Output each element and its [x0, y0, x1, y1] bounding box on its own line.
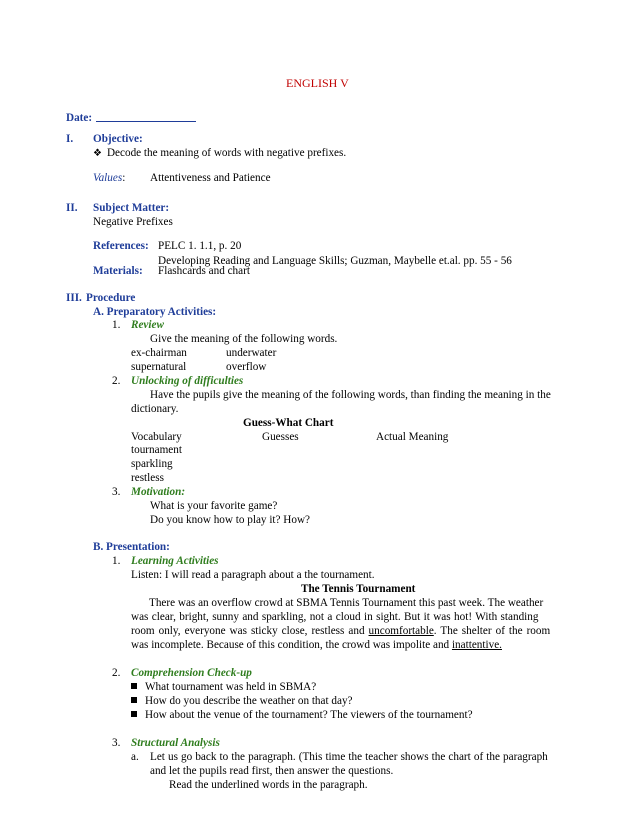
underlined-word: uncomfortable	[368, 625, 434, 637]
structural-title: Structural Analysis	[131, 737, 220, 749]
motivation-question-2: Do you know how to play it? How?	[150, 514, 311, 526]
motivation-number: 3.	[112, 486, 121, 498]
values-text: Attentiveness and Patience	[150, 172, 271, 184]
review-instruction: Give the meaning of the following words.	[150, 333, 338, 345]
motivation-question-1: What is your favorite game?	[150, 500, 278, 512]
story-line-4-start: was incomplete. Because of this condition, the crowd was impolite and	[131, 639, 452, 651]
chart-word: tournament	[131, 444, 182, 456]
comprehension-number: 2.	[112, 667, 121, 679]
review-word: ex-chairman	[131, 347, 187, 359]
materials-label: Materials:	[93, 265, 143, 277]
presentation-heading: B. Presentation:	[93, 541, 170, 553]
structural-line-1: Let us go back to the paragraph. (This time the teacher shows the chart of the paragraph	[150, 751, 548, 763]
square-bullet-icon	[131, 683, 137, 689]
comprehension-question-1	[131, 680, 316, 694]
square-bullet-icon	[131, 697, 137, 703]
review-word: overflow	[226, 361, 267, 373]
references-label: References:	[93, 240, 149, 252]
motivation-title: Motivation:	[131, 486, 186, 498]
story-line-4	[131, 638, 502, 652]
underlined-word: inattentive.	[451, 639, 502, 651]
learning-title: Learning Activities	[131, 555, 219, 567]
structural-line-3: Read the underlined words in the paragraph.	[169, 779, 368, 791]
date-blank-line	[96, 111, 196, 122]
comprehension-question-3	[131, 708, 473, 722]
square-bullet-icon	[131, 711, 137, 717]
subject-topic: Negative Prefixes	[93, 216, 173, 228]
reference-2: Developing Reading and Language Skills; Guzman, Maybelle et.al. pp. 55 - 56	[158, 255, 512, 267]
values-line	[93, 171, 125, 185]
review-title: Review	[131, 319, 164, 331]
chart-title: Guess-What Chart	[243, 417, 334, 429]
subject-number: II.	[66, 202, 78, 214]
comprehension-title: Comprehension Check-up	[131, 667, 252, 679]
chart-column-vocabulary: Vocabulary	[131, 431, 182, 443]
chart-column-guesses: Guesses	[262, 431, 299, 443]
review-word: underwater	[226, 347, 277, 359]
story-title: The Tennis Tournament	[301, 583, 416, 595]
preparatory-heading: A. Preparatory Activities:	[93, 306, 217, 318]
objective-heading: Objective:	[93, 133, 143, 145]
objective-bullet	[93, 146, 346, 161]
question-text: How do you describe the weather on that day?	[145, 695, 353, 707]
procedure-heading: Procedure	[86, 292, 136, 304]
question-text: How about the venue of the tournament? The viewers of the tournament?	[145, 709, 473, 721]
chart-word: sparkling	[131, 458, 173, 470]
comprehension-question-2	[131, 694, 353, 708]
review-word: supernatural	[131, 361, 187, 373]
date-label-text: Date:	[66, 112, 93, 124]
question-text: What tournament was held in SBMA?	[145, 681, 317, 693]
listen-line: Listen: I will read a paragraph about a the tournament.	[131, 569, 375, 581]
story-line-1: There was an overflow crowd at SBMA Tennis Tournament this past week. The weather	[149, 597, 544, 609]
chart-column-actual-meaning: Actual Meaning	[376, 431, 449, 443]
story-line-2: was clear, bright, sunny and sparkling, not a cloud in sight. But it was hot! With standing	[131, 611, 539, 623]
unlocking-number: 2.	[112, 375, 121, 387]
story-line-3-end: . The shelter of the room	[433, 625, 551, 637]
story-line-3-start: room only, everyone was sticky close, restless and	[131, 625, 369, 637]
unlocking-line-2: dictionary.	[131, 403, 179, 415]
learning-number: 1.	[112, 555, 121, 567]
structural-number: 3.	[112, 737, 121, 749]
unlocking-title: Unlocking of difficulties	[131, 375, 244, 387]
objective-bullet-text: Decode the meaning of words with negative prefixes.	[106, 147, 347, 159]
values-label: Values	[93, 172, 123, 184]
structural-item-a-label: a.	[131, 751, 139, 763]
subject-heading: Subject Matter:	[93, 202, 170, 214]
materials-text: Flashcards and chart	[158, 265, 250, 277]
story-line-3	[131, 624, 550, 638]
review-number: 1.	[112, 319, 121, 331]
unlocking-line-1: Have the pupils give the meaning of the following words, than finding the meaning in the	[150, 389, 551, 401]
document-title: ENGLISH V	[286, 76, 349, 90]
chart-word: restless	[131, 472, 164, 484]
structural-line-2: and let the pupils read first, then answer the questions.	[150, 765, 394, 777]
date-label	[66, 111, 196, 125]
objective-number: I.	[66, 133, 74, 145]
values-colon: :	[122, 172, 126, 184]
diamond-bullet-icon: ❖	[93, 148, 102, 159]
procedure-number: III.	[66, 292, 82, 304]
reference-1: PELC 1. 1.1, p. 20	[158, 240, 242, 252]
